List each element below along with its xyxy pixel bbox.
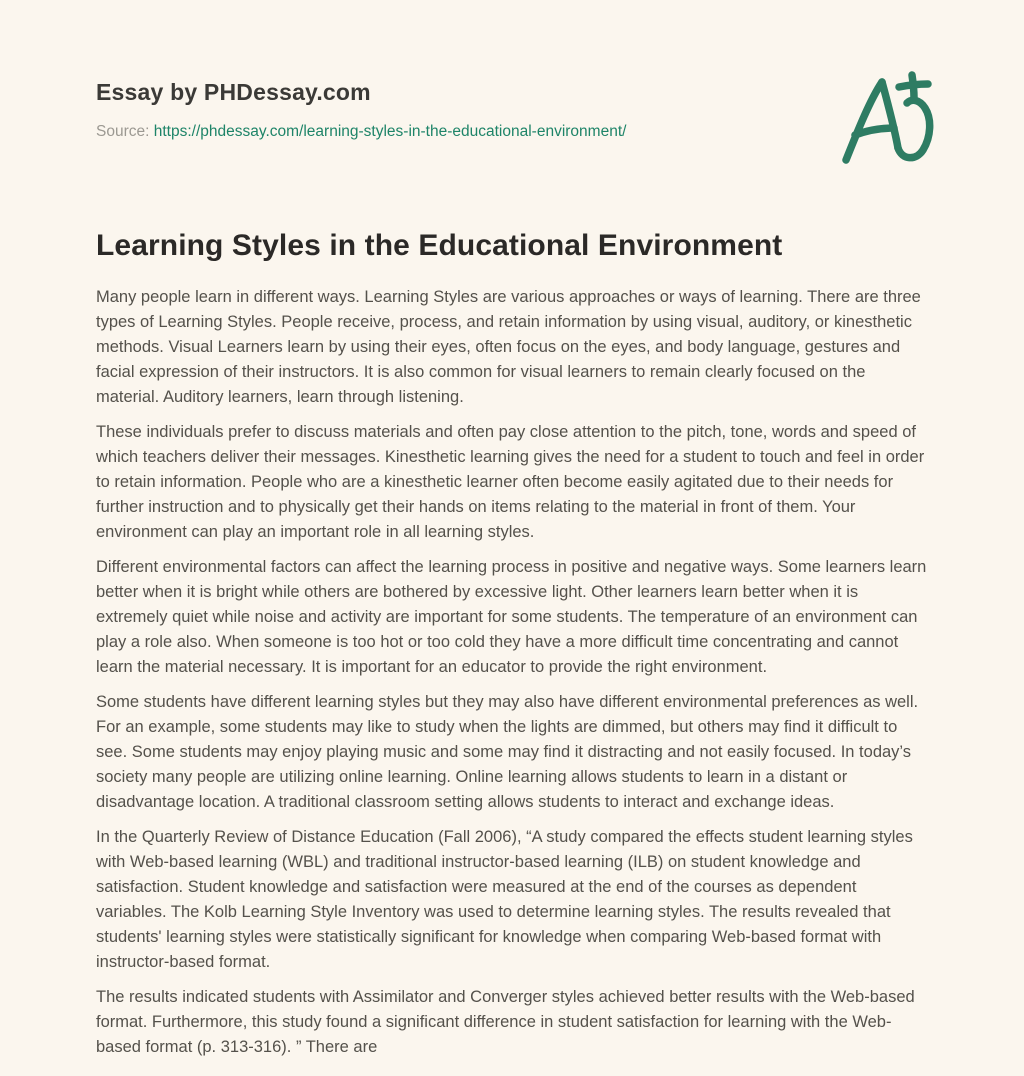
source-label: Source: [96,123,150,140]
essay-paragraph: Different environmental factors can affect the learning process in positive and negative ways. Some learners learn better when it is bright while others are bothered by excessive light. Other learners learn better when it is extremely quiet while noise and activity are important for some students. The temperature of an environment can play a role also. When someone is too hot or too cold they have a more difficult time concentrating and cannot learn the material necessary. It is important for an educator to provide the right environment. [96,558,927,676]
source-link[interactable]: https://phdessay.com/learning-styles-in-the-educational-environment/ [153,123,627,140]
source-row [96,122,928,142]
essay-paragraph: Some students have different learning styles but they may also have different environmental preferences as well. For an example, some students may like to study when the lights are dimmed, but others may find it difficult to see. Some students may enjoy playing music and some may find it distracting and not easily focused. In today’s society many people are utilizing online learning. Online learning allows students to learn in a distant or disadvantage location. A traditional classroom setting allows students to interact and exchange ideas. [96,693,919,811]
essay-title: Learning Styles in the Educational Environment [96,229,783,262]
essay-paragraph: In the Quarterly Review of Distance Education (Fall 2006), “A study compared the effects student learning styles with Web-based learning (WBL) and traditional instructor-based learning (ILB) on student knowledge and satisfaction. Student knowledge and satisfaction were measured at the end of the courses as dependent variables. The Kolb Learning Style Inventory was used to determine learning styles. The results revealed that students' learning styles were statistically significant for knowledge when comparing Web-based format with instructor-based format. [96,828,913,971]
site-title: Essay by PHDessay.com [96,79,371,105]
essay-paragraph: These individuals prefer to discuss materials and often pay close attention to the pitch, tone, words and speed of which teachers deliver their messages. Kinesthetic learning gives the need for a student to touch and feel in order to retain information. People who are a kinesthetic learner often become easily agitated due to their needs for further instruction and to physically get their hands on items relating to the material in front of them. Your environment can play an important role in all learning styles. [96,423,925,541]
essay-paragraph: Many people learn in different ways. Learning Styles are various approaches or ways of learning. There are three types of Learning Styles. People receive, process, and retain information by using visual, auditory, or kinesthetic methods. Visual Learners learn by using their eyes, often focus on the eyes, and body language, gestures and facial expression of their instructors. It is also common for visual learners to remain clearly focused on the material. Auditory learners, learn through listening. [96,288,921,406]
a-plus-logo-icon [836,68,936,168]
essay-body [96,285,928,1060]
essay-paragraph: The results indicated students with Assimilator and Converger styles achieved better results with the Web-based format. Furthermore, this study found a significant difference in student satisfaction for learning with the Web-based format (p. 313-316). ” There are [96,988,915,1056]
